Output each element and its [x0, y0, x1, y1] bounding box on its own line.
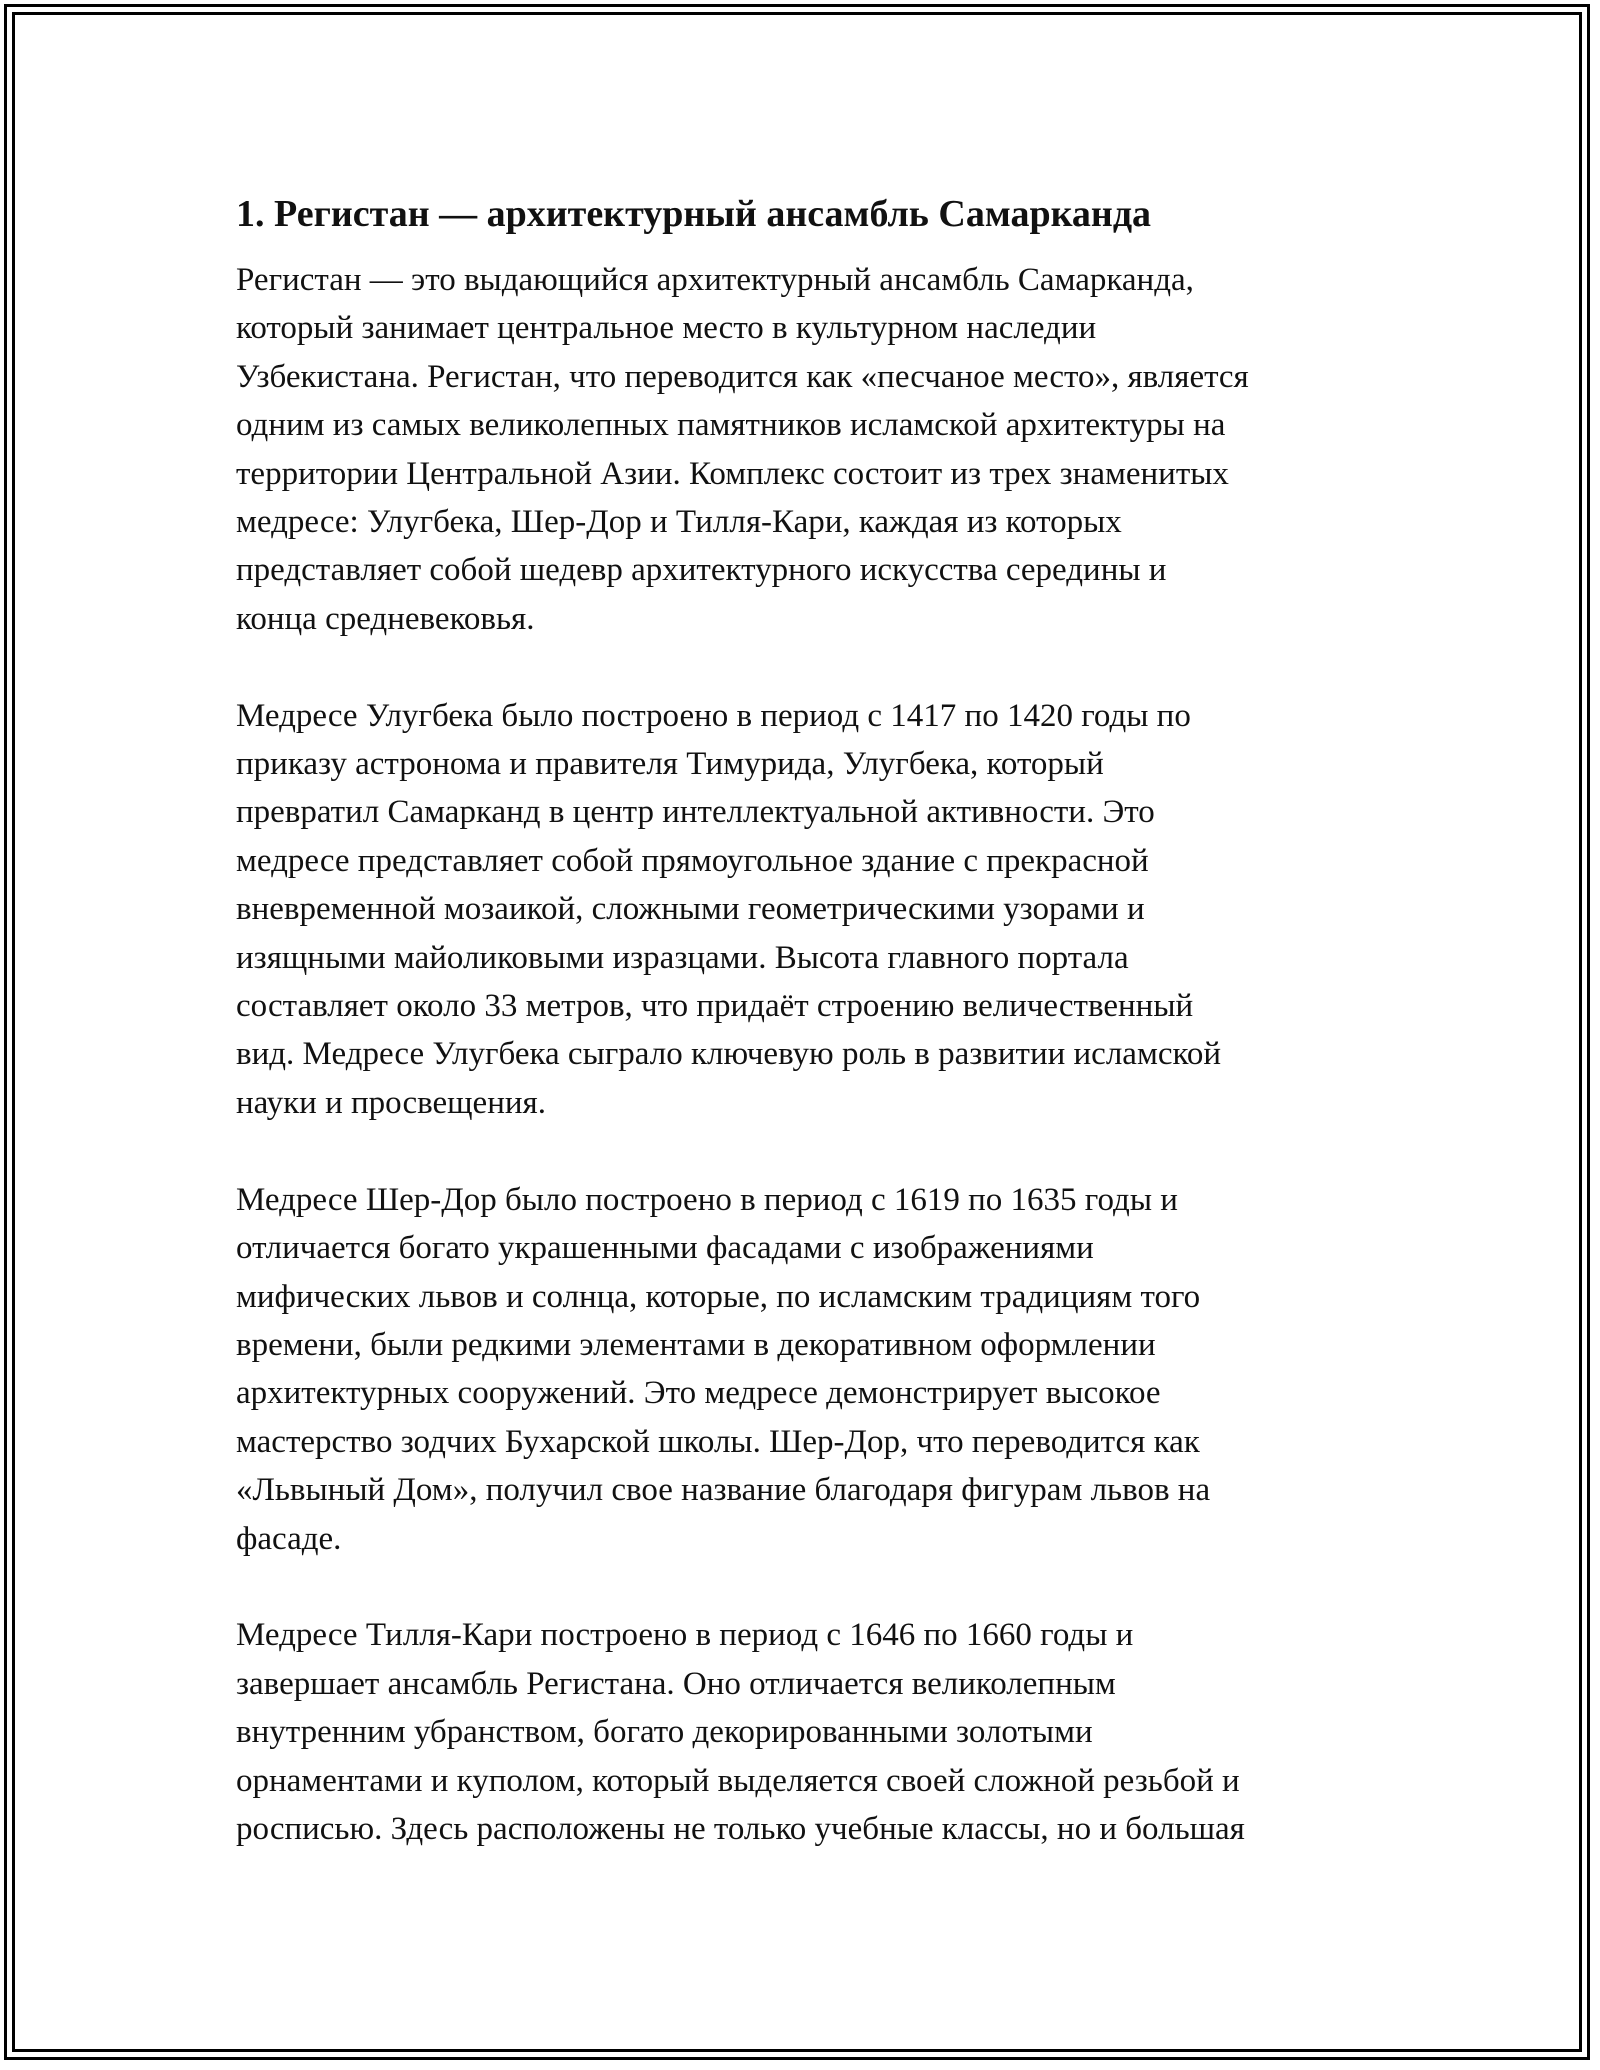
paragraph-ulugbek-madrasa: [236, 692, 1376, 1128]
text-line: фасаде.: [236, 1520, 342, 1557]
text-line: мифических львов и солнца, которые, по исламским традициям того: [236, 1278, 1201, 1315]
section-heading: 1. Регистан — архитектурный ансамбль Самарканда: [236, 193, 1152, 235]
paragraph-tilya-kori-madrasa: [236, 1611, 1376, 1853]
text-line: вневременной мозаикой, сложными геометрическими узорами и: [236, 891, 1145, 928]
text-line: конца средневековья.: [236, 600, 535, 637]
text-line: территории Центральной Азии. Комплекс состоит из трех знаменитых: [236, 455, 1229, 492]
text-line: росписью. Здесь расположены не только учебные классы, но и большая: [236, 1810, 1245, 1847]
text-line: завершает ансамбль Регистана. Оно отличается великолепным: [236, 1665, 1116, 1702]
text-line: составляет около 33 метров, что придаёт строению величественный: [236, 988, 1194, 1025]
text-line: одним из самых великолепных памятников исламской архитектуры на: [236, 407, 1226, 444]
text-line: приказу астронома и правителя Тимурида, Улугбека, который: [236, 746, 1104, 783]
text-line: Регистан — это выдающийся архитектурный ансамбль Самарканда,: [236, 262, 1194, 298]
text-line: медресе представляет собой прямоугольное здание с прекрасной: [236, 842, 1149, 879]
text-line: Медресе Шер-Дор было построено в период с 1619 по 1635 годы и: [236, 1181, 1178, 1218]
text-line: превратил Самарканд в центр интеллектуальной активности. Это: [236, 794, 1155, 831]
text-line: Узбекистана. Регистан, что переводится как «песчаное место», является: [236, 358, 1249, 395]
text-line: вид. Медресе Улугбека сыграло ключевую роль в развитии исламской: [236, 1036, 1221, 1073]
paragraph-sher-dor-madrasa: [236, 1176, 1376, 1563]
text-line: медресе: Улугбека, Шер-Дор и Тилля-Кари, каждая из которых: [236, 504, 1122, 541]
text-line: который занимает центральное место в культурном наследии: [236, 310, 1097, 347]
text-line: Медресе Тилля-Кари построено в период с 1646 по 1660 годы и: [236, 1617, 1134, 1654]
text-line: представляет собой шедевр архитектурного искусства середины и: [236, 552, 1167, 589]
text-line: орнаментами и куполом, который выделяется своей сложной резьбой и: [236, 1762, 1240, 1799]
paragraph-registan-intro: [236, 256, 1376, 643]
text-line: времени, были редкими элементами в декоративном оформлении: [236, 1326, 1156, 1363]
text-line: отличается богато украшенными фасадами с изображениями: [236, 1230, 1094, 1267]
text-line: науки и просвещения.: [236, 1084, 546, 1121]
text-line: архитектурных сооружений. Это медресе демонстрирует высокое: [236, 1375, 1161, 1412]
text-line: внутренним убранством, богато декорированными золотыми: [236, 1714, 1093, 1751]
text-line: Медресе Улугбека было построено в период с 1417 по 1420 годы по: [236, 697, 1191, 734]
text-line: изящными майоликовыми изразцами. Высота главного портала: [236, 939, 1129, 976]
text-line: «Львыный Дом», получил свое название благодаря фигурам львов на: [236, 1472, 1211, 1509]
text-line: мастерство зодчих Бухарской школы. Шер-Дор, что переводится как: [236, 1423, 1200, 1460]
document-body: [236, 186, 1376, 1902]
